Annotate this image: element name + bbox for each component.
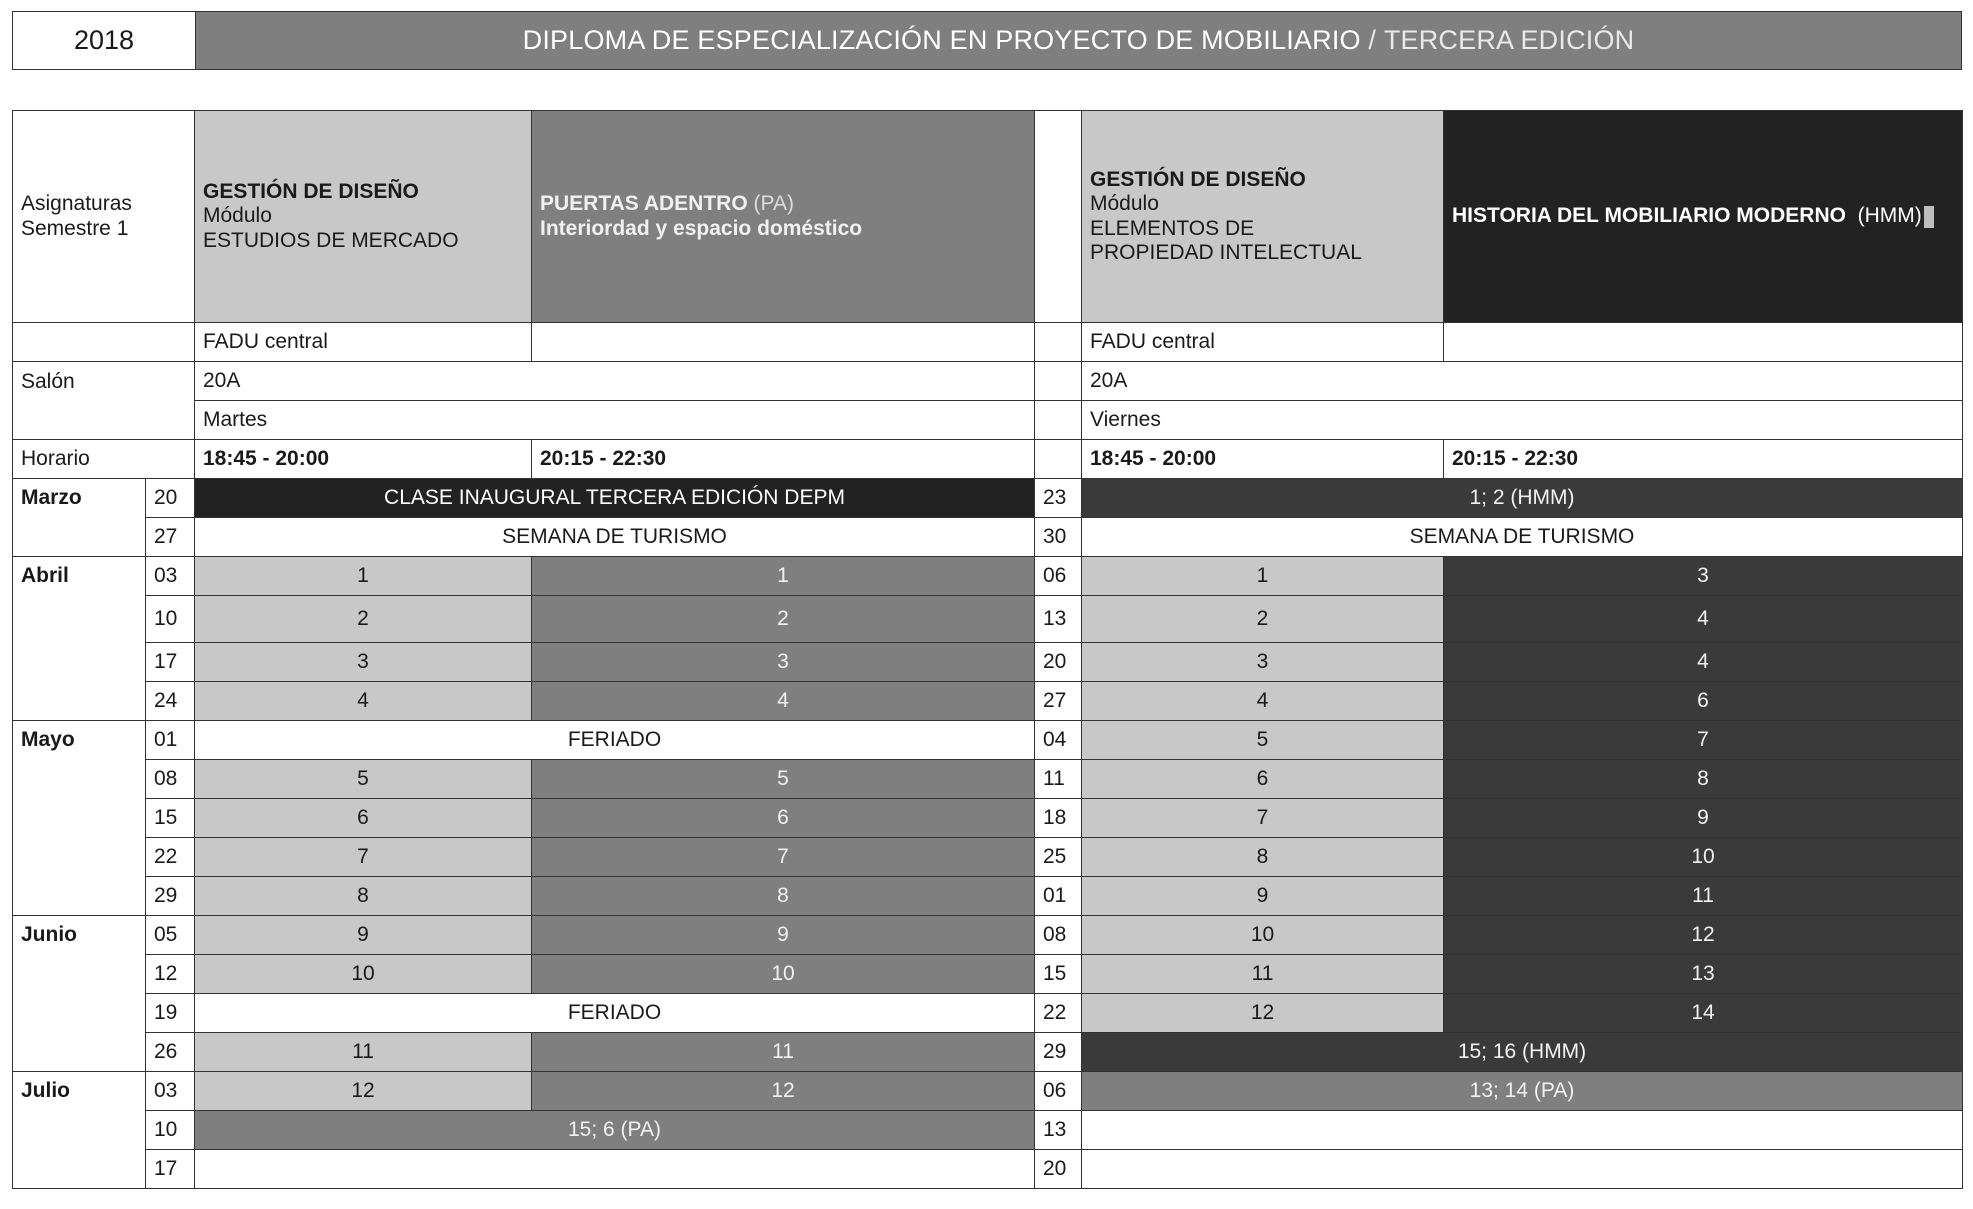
session-cell: 4 (195, 682, 532, 721)
session-cell: 4 (1444, 643, 1963, 682)
date-cell: 10 (146, 596, 195, 643)
date-cell: 22 (146, 838, 195, 877)
date-cell: 01 (146, 721, 195, 760)
session-cell: 6 (195, 799, 532, 838)
session-cell: 1 (195, 557, 532, 596)
date-cell: 13 (1035, 596, 1082, 643)
session-cell: 11 (195, 1033, 532, 1072)
session-cell: 4 (1082, 682, 1444, 721)
date-cell: 24 (146, 682, 195, 721)
session-cell: FERIADO (195, 721, 1035, 760)
session-cell: 2 (532, 596, 1035, 643)
session-cell: 10 (195, 955, 532, 994)
date-cell: 03 (146, 1072, 195, 1111)
salon-right: 20A (1082, 362, 1963, 401)
month-junio: Junio (13, 916, 146, 955)
weekday-row (13, 401, 1963, 440)
session-cell: 15; 6 (PA) (195, 1111, 1035, 1150)
month-julio: Julio (13, 1072, 146, 1111)
title-main: DIPLOMA DE ESPECIALIZACIÓN EN PROYECTO DE MOBILIARIO (522, 25, 1361, 55)
location-row (13, 323, 1963, 362)
table-row (13, 955, 1963, 994)
session-cell: 6 (1444, 682, 1963, 721)
location-right: FADU central (1082, 323, 1444, 362)
session-cell: 7 (532, 838, 1035, 877)
session-cell: 2 (1082, 596, 1444, 643)
date-cell: 06 (1035, 557, 1082, 596)
horario-row (13, 440, 1963, 479)
session-cell: 11 (1444, 877, 1963, 916)
table-row (13, 994, 1963, 1033)
session-cell: 8 (1082, 838, 1444, 877)
date-cell: 29 (1035, 1033, 1082, 1072)
session-cell: FERIADO (195, 994, 1035, 1033)
session-cell: 5 (195, 760, 532, 799)
session-cell: 10 (532, 955, 1035, 994)
title-separator: / (1360, 25, 1384, 55)
table-row (13, 479, 1963, 518)
date-cell: 17 (146, 1150, 195, 1189)
session-cell: 12 (1444, 916, 1963, 955)
table-row (13, 1150, 1963, 1189)
text-cursor-mark (1924, 206, 1934, 228)
session-cell: 9 (532, 916, 1035, 955)
date-cell: 04 (1035, 721, 1082, 760)
table-row (13, 682, 1963, 721)
table-row (13, 643, 1963, 682)
session-cell: 7 (1444, 721, 1963, 760)
session-cell: 3 (1082, 643, 1444, 682)
session-cell: 4 (532, 682, 1035, 721)
date-cell: 23 (1035, 479, 1082, 518)
session-cell: 10 (1444, 838, 1963, 877)
document-title (196, 12, 1961, 69)
date-cell: 03 (146, 557, 195, 596)
date-cell: 30 (1035, 518, 1082, 557)
time-slot-3: 18:45 - 20:00 (1082, 440, 1444, 479)
date-cell: 20 (1035, 643, 1082, 682)
date-cell: 19 (146, 994, 195, 1033)
date-cell: 05 (146, 916, 195, 955)
session-cell: 6 (532, 799, 1035, 838)
session-cell: 8 (195, 877, 532, 916)
table-row (13, 760, 1963, 799)
salon-row (13, 362, 1963, 401)
date-cell: 15 (1035, 955, 1082, 994)
session-cell: 8 (532, 877, 1035, 916)
date-cell: 12 (146, 955, 195, 994)
date-cell: 08 (146, 760, 195, 799)
session-cell (1082, 1111, 1963, 1150)
horario-label: Horario (13, 440, 195, 479)
session-cell: SEMANA DE TURISMO (195, 518, 1035, 557)
session-cell: 4 (1444, 596, 1963, 643)
session-cell: 5 (532, 760, 1035, 799)
session-cell (1082, 1150, 1963, 1189)
subject-gestion-propiedad: GESTIÓN DE DISEÑO Módulo ELEMENTOS DE PROPIEDAD INTELECTUAL (1082, 111, 1444, 323)
month-marzo: Marzo (13, 479, 146, 518)
table-row (13, 1072, 1963, 1111)
date-cell: 25 (1035, 838, 1082, 877)
time-slot-1: 18:45 - 20:00 (195, 440, 532, 479)
session-cell: 6 (1082, 760, 1444, 799)
salon-label: Salón (13, 362, 195, 440)
weekday-right: Viernes (1082, 401, 1963, 440)
date-cell: 20 (146, 479, 195, 518)
year-label: 2018 (13, 12, 196, 69)
session-cell: 13; 14 (PA) (1082, 1072, 1963, 1111)
date-cell: 10 (146, 1111, 195, 1150)
subject-historia-mobiliario: HISTORIA DEL MOBILIARIO MODERNO (HMM) (1444, 111, 1963, 323)
session-cell: 13 (1444, 955, 1963, 994)
schedule-table (12, 110, 1963, 1189)
session-cell: 3 (195, 643, 532, 682)
session-cell: 9 (1444, 799, 1963, 838)
table-row (13, 1033, 1963, 1072)
date-cell: 06 (1035, 1072, 1082, 1111)
month-abril: Abril (13, 557, 146, 596)
date-cell: 08 (1035, 916, 1082, 955)
date-cell: 13 (1035, 1111, 1082, 1150)
session-cell: 12 (532, 1072, 1035, 1111)
table-row (13, 877, 1963, 916)
table-row (13, 557, 1963, 596)
title-bar (12, 11, 1962, 70)
session-cell: 1; 2 (HMM) (1082, 479, 1963, 518)
session-cell: 5 (1082, 721, 1444, 760)
time-slot-2: 20:15 - 22:30 (532, 440, 1035, 479)
subject-gestion-mercado: GESTIÓN DE DISEÑO Módulo ESTUDIOS DE MERCADO (195, 111, 532, 323)
date-cell: 29 (146, 877, 195, 916)
session-cell: 15; 16 (HMM) (1082, 1033, 1963, 1072)
session-cell (195, 1150, 1035, 1189)
session-cell: 14 (1444, 994, 1963, 1033)
subjects-label: Asignaturas Semestre 1 (13, 111, 195, 323)
session-cell: 9 (1082, 877, 1444, 916)
table-row (13, 1111, 1963, 1150)
date-cell: 18 (1035, 799, 1082, 838)
session-cell: 7 (1082, 799, 1444, 838)
session-cell: 2 (195, 596, 532, 643)
session-cell: CLASE INAUGURAL TERCERA EDICIÓN DEPM (195, 479, 1035, 518)
session-cell: 10 (1082, 916, 1444, 955)
salon-left: 20A (195, 362, 1035, 401)
title-edition: TERCERA EDICIÓN (1383, 25, 1635, 55)
column-gap (1035, 111, 1082, 323)
date-cell: 27 (1035, 682, 1082, 721)
date-cell: 27 (146, 518, 195, 557)
date-cell: 26 (146, 1033, 195, 1072)
date-cell: 11 (1035, 760, 1082, 799)
session-cell: 1 (532, 557, 1035, 596)
session-cell: 7 (195, 838, 532, 877)
session-cell: 11 (1082, 955, 1444, 994)
session-cell: 9 (195, 916, 532, 955)
table-row (13, 596, 1963, 643)
weekday-left: Martes (195, 401, 1035, 440)
location-left: FADU central (195, 323, 532, 362)
session-cell: 8 (1444, 760, 1963, 799)
date-cell: 22 (1035, 994, 1082, 1033)
date-cell: 17 (146, 643, 195, 682)
session-cell: 3 (1444, 557, 1963, 596)
date-cell: 15 (146, 799, 195, 838)
month-mayo: Mayo (13, 721, 146, 760)
subjects-row (13, 111, 1963, 323)
date-cell: 01 (1035, 877, 1082, 916)
session-cell: 11 (532, 1033, 1035, 1072)
subject-puertas-adentro: PUERTAS ADENTRO (PA) Interiordad y espacio doméstico (532, 111, 1035, 323)
session-cell: 3 (532, 643, 1035, 682)
session-cell: 12 (195, 1072, 532, 1111)
time-slot-4: 20:15 - 22:30 (1444, 440, 1963, 479)
session-cell: 1 (1082, 557, 1444, 596)
table-row (13, 799, 1963, 838)
session-cell: 12 (1082, 994, 1444, 1033)
table-row (13, 518, 1963, 557)
session-cell: SEMANA DE TURISMO (1082, 518, 1963, 557)
table-row (13, 721, 1963, 760)
table-row (13, 838, 1963, 877)
date-cell: 20 (1035, 1150, 1082, 1189)
table-row (13, 916, 1963, 955)
